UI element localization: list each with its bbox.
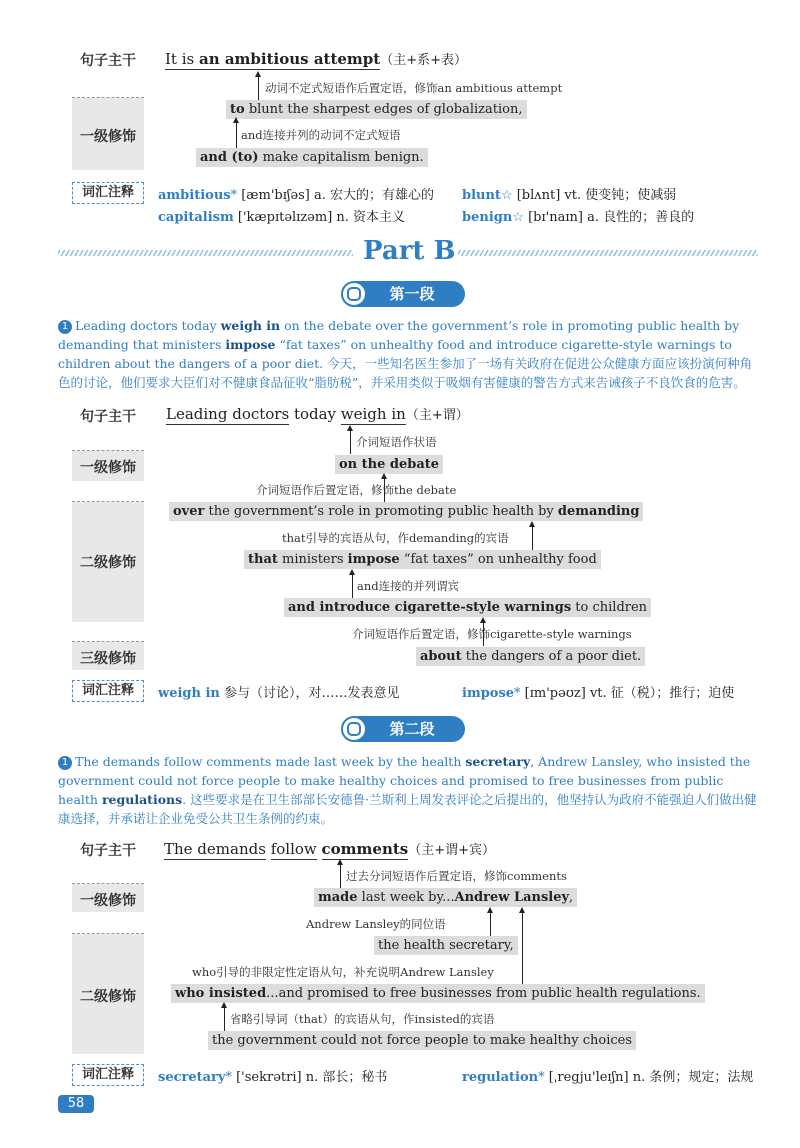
modifier-phrase: to blunt the sharpest edges of globalization, xyxy=(226,100,527,119)
main-clause: It is an ambitious attempt（主+系+表） xyxy=(165,50,468,68)
label-mod1: 一级修饰 xyxy=(80,129,136,145)
modifier-phrase: about the dangers of a poor diet. xyxy=(416,647,645,666)
modifier-phrase: who insisted...and promised to free businesses from public health regulations. xyxy=(171,984,705,1003)
divider xyxy=(72,933,144,934)
search-icon xyxy=(341,281,367,307)
divider xyxy=(72,97,144,98)
section-pill: 第二段 xyxy=(345,716,465,742)
decorative-rule xyxy=(458,250,758,256)
main-clause: The demands follow comments（主+谓+宾） xyxy=(164,840,496,858)
main-clause: Leading doctors today weigh in（主+谓） xyxy=(166,405,469,423)
vocab-entry: impose* [ɪm'pəʊz] vt. 征（税）；推行；迫使 xyxy=(462,686,735,701)
vocab-entry: secretary* ['sekrətri] n. 部长；秘书 xyxy=(158,1070,388,1085)
arrow xyxy=(352,574,353,598)
label-mod1: 一级修饰 xyxy=(80,893,136,909)
vocab-entry: capitalism ['kæpɪtəlɪzəm] n. 资本主义 xyxy=(158,210,406,225)
vocab-entry: blunt☆ [blʌnt] vt. 使变钝；使减弱 xyxy=(462,188,677,203)
vocab-label: 词汇注释 xyxy=(72,182,144,204)
section-pill: 第一段 xyxy=(345,281,465,307)
note: Andrew Lansley的同位语 xyxy=(306,917,446,931)
page-number: 58 xyxy=(58,1095,94,1113)
part-title: Part B xyxy=(363,236,456,266)
arrow xyxy=(522,912,523,984)
note: who引导的非限定性定语从句，补充说明Andrew Lansley xyxy=(192,965,494,979)
arrow xyxy=(490,912,491,936)
decorative-rule xyxy=(58,250,353,256)
vocab-entry: regulation* [ˌregju'leɪʃn] n. 条例；规定；法规 xyxy=(462,1070,754,1085)
modifier-phrase: that ministers impose “fat taxes” on unhealthy food xyxy=(244,550,601,569)
label-mod2: 二级修饰 xyxy=(80,555,136,571)
modifier-phrase: and introduce cigarette-style warnings to children xyxy=(284,598,651,617)
vocab-label: 词汇注释 xyxy=(72,680,144,702)
vocab-entry: ambitious* [æm'bɪʃəs] a. 宏大的；有雄心的 xyxy=(158,188,435,203)
note: and连接并列的动词不定式短语 xyxy=(241,128,401,142)
label-mod2: 二级修饰 xyxy=(80,989,136,1005)
paragraph: 1 Leading doctors today weigh in on the debate over the government’s role in promoting public health by demanding that ministers impose “fat taxes” on unhealthy food and introduce cigarette-style warnings to children about the dangers of a poor diet. 今天，一些知名医生参加了一场有关政府在促进公众健康方面应该扮演何种角色的讨论，他们要求大臣们对不健康食品征收“脂肪税”，并采用类似于吸烟有害健康的警告方式来告诫孩子不良饮食的危害。 xyxy=(58,318,753,390)
arrow xyxy=(532,526,533,550)
note: 动词不定式短语作后置定语，修饰an ambitious attempt xyxy=(265,81,563,95)
modifier-phrase: over the government’s role in promoting public health by demanding xyxy=(169,502,643,521)
note: and连接的并列谓宾 xyxy=(357,579,460,593)
divider xyxy=(72,450,144,451)
divider xyxy=(72,641,144,642)
note: 介词短语作状语 xyxy=(356,435,437,449)
note: that引导的宾语从句，作demanding的宾语 xyxy=(282,531,509,545)
note: 介词短语作后置定语，修饰cigarette-style warnings xyxy=(352,627,632,641)
arrow xyxy=(340,864,341,888)
vocab-entry: weigh in 参与（讨论），对……发表意见 xyxy=(158,686,400,701)
label-main: 句子主干 xyxy=(80,53,136,69)
vocab-entry: benign☆ [bɪ'naɪn] a. 良性的；善良的 xyxy=(462,210,695,225)
label-main: 句子主干 xyxy=(80,843,136,859)
modifier-phrase: the government could not force people to make healthy choices xyxy=(208,1031,636,1050)
note: 省略引导词（that）的宾语从句，作insisted的宾语 xyxy=(230,1012,495,1026)
arrow xyxy=(350,430,351,454)
modifier-phrase: and (to) make capitalism benign. xyxy=(196,148,428,167)
search-icon xyxy=(341,716,367,742)
modifier-phrase: on the debate xyxy=(335,455,443,474)
modifier-phrase: made last week by...Andrew Lansley, xyxy=(314,888,577,907)
note: 介词短语作后置定语，修饰the debate xyxy=(256,483,457,497)
divider xyxy=(72,883,144,884)
label-main: 句子主干 xyxy=(80,409,136,425)
label-mod1: 一级修饰 xyxy=(80,460,136,476)
divider xyxy=(72,501,144,502)
note: 过去分词短语作后置定语，修饰comments xyxy=(346,869,567,883)
arrow xyxy=(224,1007,225,1031)
label-mod3: 三级修饰 xyxy=(80,651,136,667)
modifier-phrase: the health secretary, xyxy=(374,936,518,955)
arrow xyxy=(236,122,237,148)
paragraph: 1 The demands follow comments made last week by the health secretary, Andrew Lansley, who insisted the government could not force people to make healthy choices and promised to free businesses from public health regulations. 这些要求是在卫生部部长安德鲁·兰斯利上周发表评论之后提出的，他坚持认为政府不能强迫人们做出健康选择，并承诺让企业免受公共卫生条例的约束。 xyxy=(58,754,757,826)
arrow xyxy=(258,76,259,100)
vocab-label: 词汇注释 xyxy=(72,1064,144,1086)
